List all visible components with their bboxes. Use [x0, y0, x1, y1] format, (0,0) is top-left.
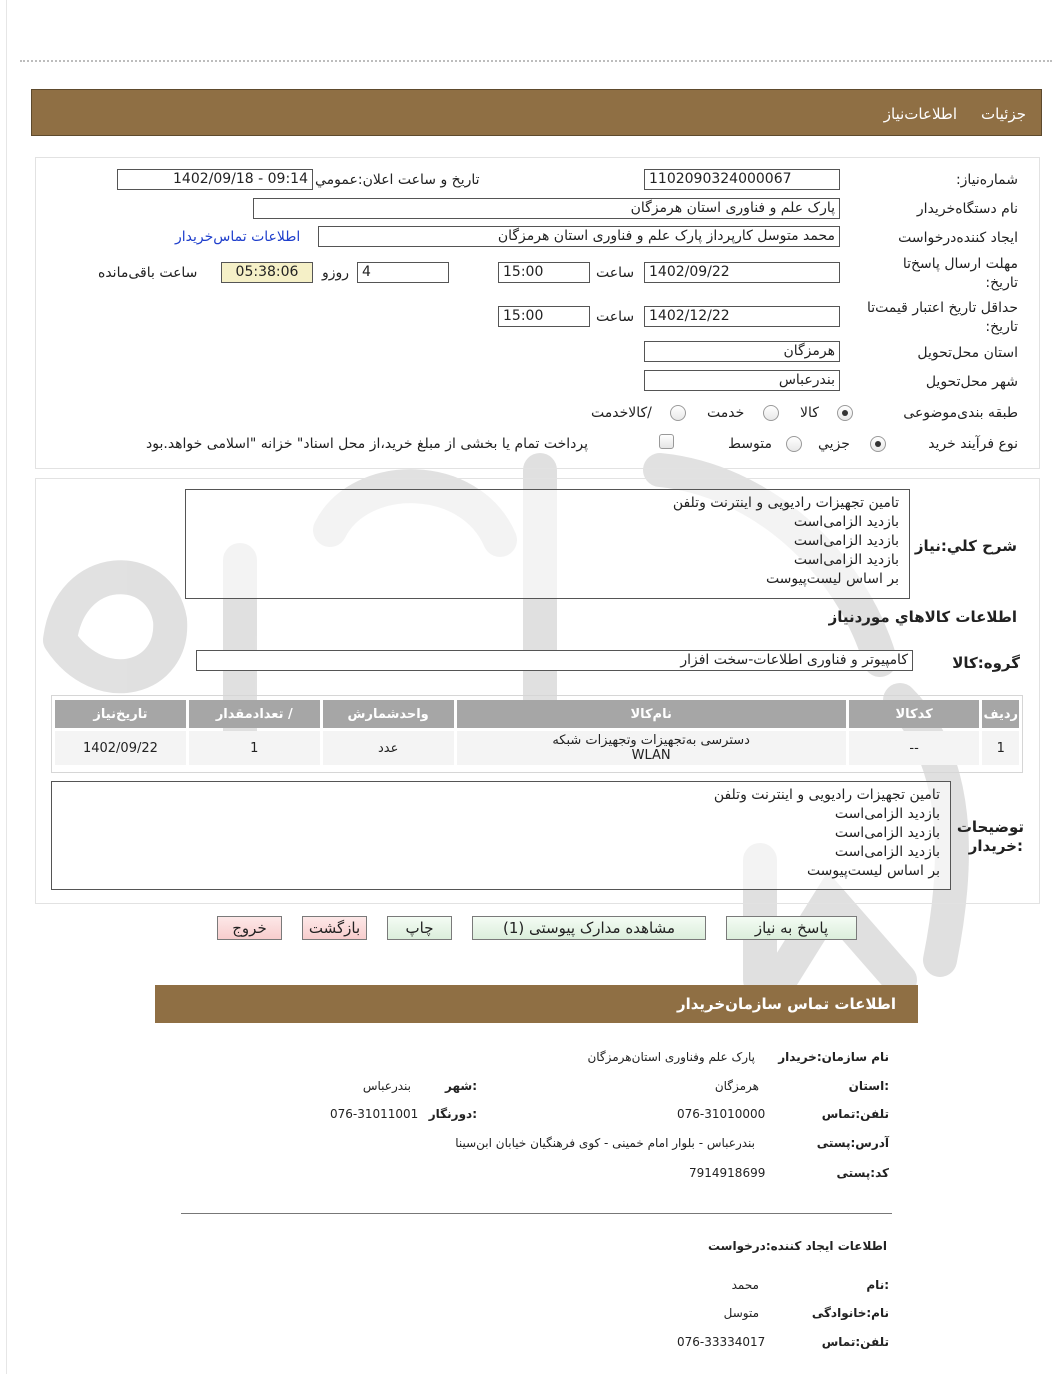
goods-group-label: گروه:کالا	[952, 654, 1020, 672]
creator-name-label: :نام	[866, 1278, 889, 1292]
city-label: شهر محل‌تحویل	[925, 374, 1018, 390]
col-header-name: نام‌کالا	[457, 700, 846, 728]
contact-divider	[181, 1213, 892, 1214]
city-field: بندرعباس	[644, 370, 840, 391]
description-line: تامین تجهیزات رادیویی و اینترنت وتلفن	[672, 495, 899, 511]
cell-name-line: WLAN	[631, 748, 671, 763]
description-line: بازدید الزامی‌است	[793, 514, 899, 530]
buyer-notes-line: بازدید الزامی‌است	[834, 844, 940, 860]
description-box	[185, 489, 910, 599]
goods-table	[52, 697, 1022, 768]
contact-org-value: پارک علم وفناوری استان‌هرمزگان	[587, 1050, 755, 1064]
treasury-payment-checkbox[interactable]	[659, 434, 674, 449]
province-field: هرمزگان	[644, 341, 840, 362]
cell-name-line: دسترسی به‌تجهیزات و‌تجهیزات شبکه	[552, 733, 750, 748]
buyer-org-label: نام دستگاه‌خریدار	[916, 201, 1018, 217]
process-label: نوع فرآیند خرید	[928, 436, 1018, 452]
need-number-field: 1102090324000067	[644, 169, 840, 190]
buyer-notes-label-2: :خریدار	[968, 837, 1023, 855]
validity-time-field: 15:00	[498, 306, 590, 327]
remaining-time-field: 05:38:06	[221, 262, 313, 283]
category-radio-goods[interactable]	[837, 405, 853, 421]
contact-org-label: نام سازمان:خریدار	[778, 1050, 889, 1064]
contact-province-value: هرمزگان	[714, 1079, 759, 1093]
col-header-code: کدکالا	[849, 700, 980, 728]
buyer-notes-line: تامین تجهیزات رادیویی و اینترنت وتلفن	[713, 787, 940, 803]
exit-button[interactable]: خروج	[217, 916, 282, 940]
contact-fax-value: 076-31011001	[330, 1107, 419, 1121]
cell-qty: 1	[189, 731, 320, 765]
creator-info-heading: اطلاعات ایجاد کننده:درخواست	[707, 1239, 887, 1253]
col-header-row: ردیف	[982, 700, 1019, 728]
creator-family-value: متوسل	[723, 1306, 759, 1320]
days-field: 4	[357, 262, 449, 283]
category-option-goods: کالا	[800, 405, 819, 421]
category-label: طبقه بندی‌موضوعی	[903, 405, 1018, 421]
tab-details[interactable]: جزئیات	[981, 105, 1026, 123]
contact-city-value: بندرعباس	[362, 1079, 411, 1093]
announce-field: 1402/09/18 - 09:14	[117, 169, 313, 190]
goods-group-field: کامپیوتر و فناوری اطلاعات-سخت افزار	[196, 650, 913, 671]
category-option-service: خدمت	[707, 405, 745, 421]
deadline-time-field: 15:00	[498, 262, 590, 283]
buyer-notes-line: بر اساس لیست‌پیوست	[806, 863, 940, 879]
category-radio-service[interactable]	[763, 405, 779, 421]
validity-label: حداقل تاریخ اعتبار قیمت‌تا	[866, 300, 1018, 316]
contact-fax-label: :دورنگار	[428, 1107, 477, 1121]
cell-code: --	[849, 731, 980, 765]
validity-label-date: تاریخ:	[985, 319, 1018, 335]
remaining-time-label: ساعت باقی‌مانده	[98, 265, 198, 281]
cell-date: 1402/09/22	[55, 731, 186, 765]
category-radio-goods-service[interactable]	[670, 405, 686, 421]
description-line: بر اساس لیست‌پیوست	[765, 571, 899, 587]
buyer-notes-line: بازدید الزامی‌است	[834, 825, 940, 841]
days-label: روزو	[322, 265, 350, 281]
dotted-separator	[20, 60, 1052, 62]
buyer-contact-title: اطلاعات تماس سازمان‌خریدار	[676, 995, 896, 1013]
view-attachments-button[interactable]: مشاهده مدارک پیوستی (1)	[472, 916, 706, 940]
creator-name-value: محمد	[731, 1278, 759, 1292]
description-line: بازدید الزامی‌است	[793, 552, 899, 568]
buyer-notes-label: توضیحات	[956, 818, 1024, 836]
deadline-label: مهلت ارسال پاسخ‌تا	[902, 256, 1018, 272]
reply-button[interactable]: پاسخ به نیاز	[726, 916, 857, 940]
deadline-time-label: ساعت	[596, 265, 635, 281]
province-label: استان محل‌تحویل	[917, 345, 1018, 361]
process-radio-medium[interactable]	[786, 436, 802, 452]
buyer-notes-line: بازدید الزامی‌است	[834, 806, 940, 822]
left-edge-line	[6, 0, 7, 1374]
contact-address-label: آدرس:پستی	[816, 1136, 889, 1150]
contact-postal-label: کد:پستی	[836, 1166, 889, 1180]
goods-table-header	[55, 700, 1019, 728]
validity-time-label: ساعت	[596, 309, 635, 325]
tab-need-info[interactable]: اطلاعات‌نیاز	[883, 105, 957, 123]
contact-phone-value: 076-31010000	[677, 1107, 766, 1121]
contact-address-value: بندرعباس - بلوار امام خمینی - کوی فرهنگیان خیابان ابن‌سینا	[455, 1136, 755, 1150]
cell-row-index: 1	[982, 731, 1019, 765]
deadline-label-date: تاریخ:	[985, 275, 1018, 291]
col-header-qty: / تعدادمقدار	[189, 700, 320, 728]
need-number-label: شماره‌نیاز:	[955, 172, 1018, 188]
creator-phone-value: 076-33334017	[677, 1335, 766, 1349]
table-row	[55, 731, 1019, 765]
back-button[interactable]: بازگشت	[302, 916, 367, 940]
description-label: شرح کلي:نیاز	[914, 537, 1017, 555]
description-line: بازدید الزامی‌است	[793, 533, 899, 549]
goods-heading: اطلاعات کالاهاي موردنیاز	[828, 608, 1017, 626]
contact-phone-label: تلفن:تماس	[821, 1107, 889, 1121]
process-radio-minor[interactable]	[870, 436, 886, 452]
contact-province-label: :استان	[848, 1079, 889, 1093]
treasury-payment-note: پرداخت تمام یا بخشی از مبلغ خرید،از محل اسناد" خزانه "اسلامی خواهد.بود	[146, 436, 589, 452]
category-option-goods-service: /کالاخدمت	[591, 405, 652, 421]
contact-city-label: :شهر	[445, 1079, 477, 1093]
buyer-contact-bar	[155, 985, 918, 1023]
col-header-unit: واحدشمارش	[323, 700, 454, 728]
cell-unit: عدد	[323, 731, 454, 765]
buyer-contact-link[interactable]: اطلاعات تماس‌خریدار	[175, 229, 301, 245]
process-option-minor: جزیي	[818, 436, 850, 452]
creator-phone-label: تلفن:تماس	[821, 1335, 889, 1349]
process-option-medium: متوسط	[728, 436, 772, 452]
col-header-date: تاریخ‌نیاز	[55, 700, 186, 728]
buyer-org-field: پارک علم و فناوری استان هرمزگان	[253, 198, 840, 219]
creator-field: محمد متوسل کارپرداز پارک علم و فناوری استان هرمزگان	[318, 226, 840, 247]
print-button[interactable]: چاپ	[387, 916, 452, 940]
creator-label: ایجاد کننده‌درخواست	[898, 230, 1018, 246]
validity-date-field: 1402/12/22	[644, 306, 840, 327]
creator-family-label: نام:خانوادگی	[811, 1306, 889, 1320]
contact-postal-value: 7914918699	[689, 1166, 766, 1180]
cell-name	[457, 731, 846, 765]
announce-label: تاریخ و ساعت اعلان:عمومي	[315, 172, 480, 188]
deadline-date-field: 1402/09/22	[644, 262, 840, 283]
buyer-notes-box	[51, 781, 951, 890]
header-bar	[31, 89, 1042, 136]
